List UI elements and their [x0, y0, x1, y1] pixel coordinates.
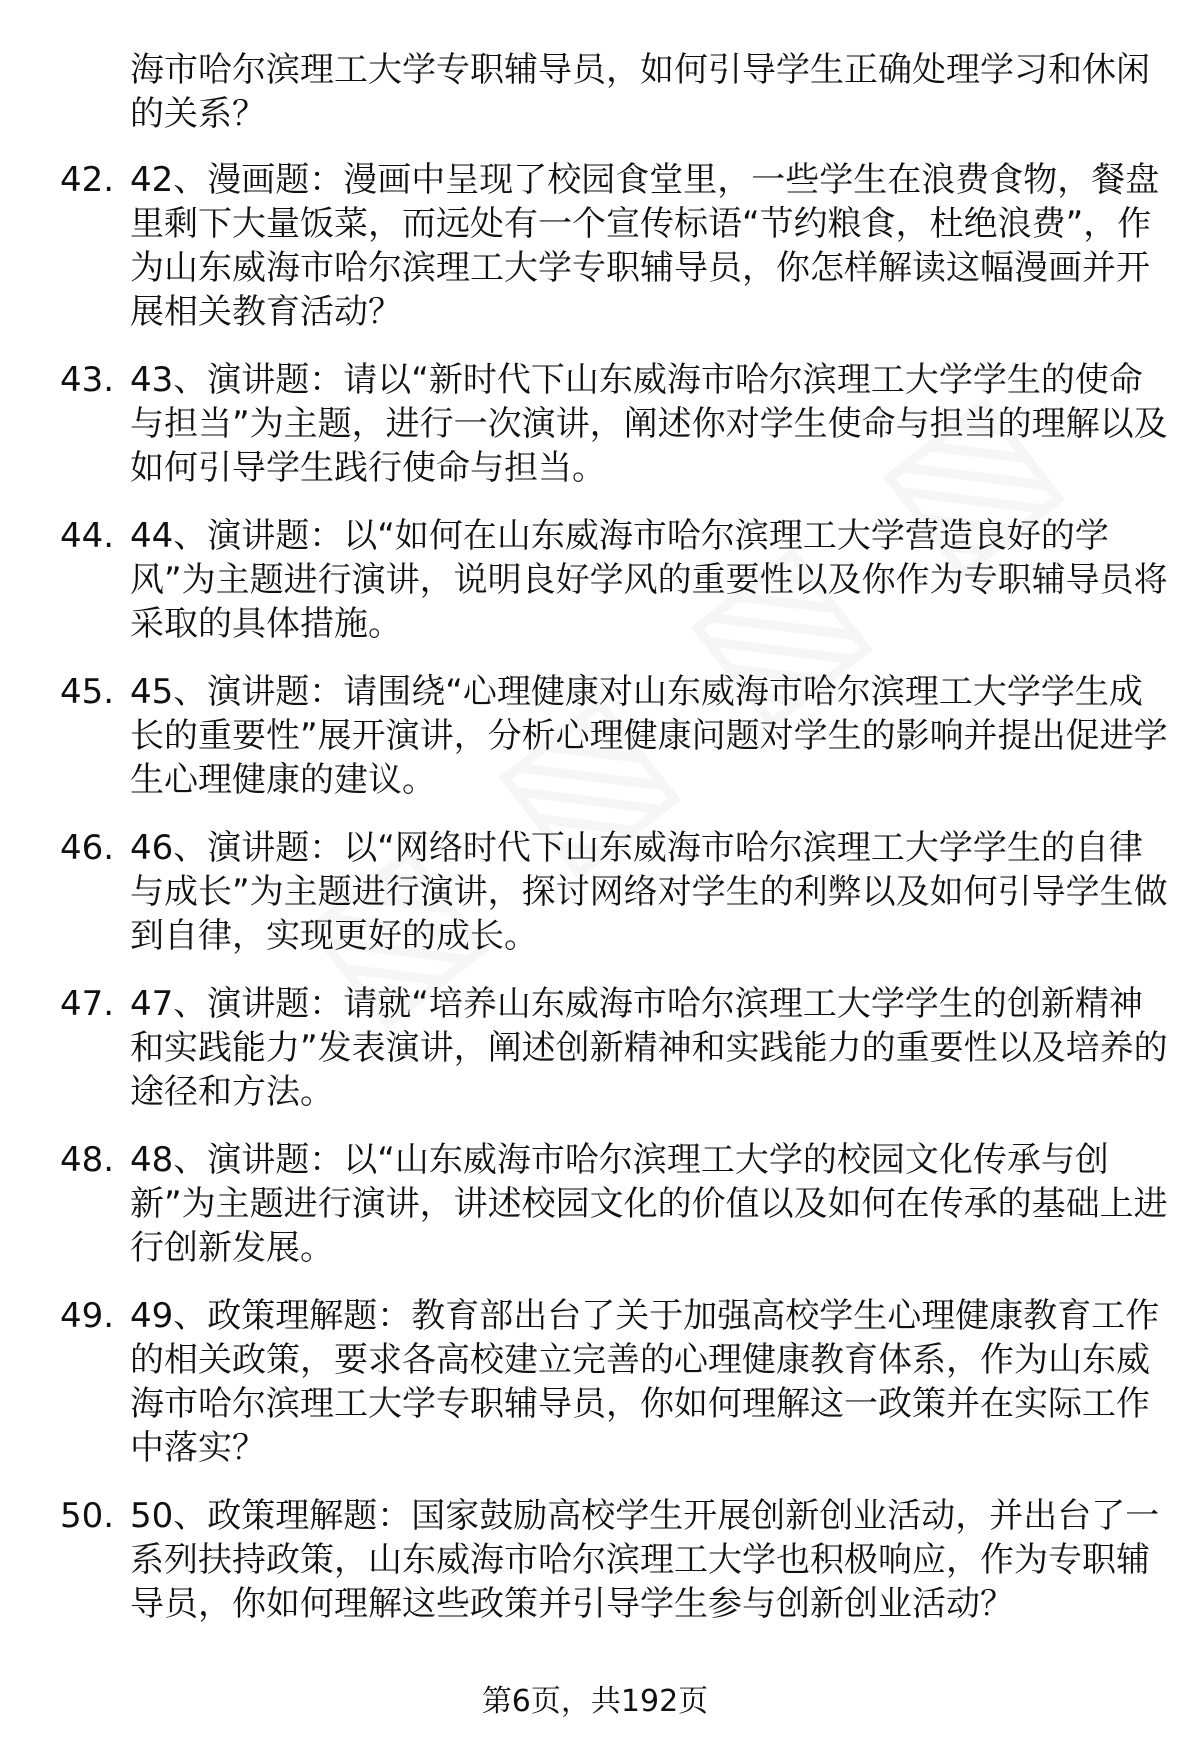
question-item	[60, 670, 1170, 802]
page-content	[60, 48, 1170, 1650]
question-item	[60, 158, 1170, 334]
question-text: 50、政策理解题：国家鼓励高校学生开展创新创业活动，并出台了一系列扶持政策，山东威海市哈尔滨理工大学也积极响应，作为专职辅导员，你如何理解这些政策并引导学生参与创新创业活动？	[130, 1496, 1160, 1624]
question-item	[60, 358, 1170, 490]
question-text: 47、演讲题：请就“培养山东威海市哈尔滨理工大学学生的创新精神和实践能力”发表演讲，阐述创新精神和实践能力的重要性以及培养的途径和方法。	[130, 984, 1168, 1112]
question-number: 48.	[60, 1140, 115, 1180]
question-number: 47.	[60, 984, 115, 1024]
question-text: 49、政策理解题：教育部出台了关于加强高校学生心理健康教育工作的相关政策，要求各高校建立完善的心理健康教育体系，作为山东威海市哈尔滨理工大学专职辅导员，你如何理解这一政策并在实际工作中落实？	[130, 1296, 1160, 1468]
question-number: 45.	[60, 672, 115, 712]
question-item	[60, 514, 1170, 646]
question-text: 42、漫画题：漫画中呈现了校园食堂里，一些学生在浪费食物，餐盘里剩下大量饭菜，而远处有一个宣传标语“节约粮食，杜绝浪费”，作为山东威海市哈尔滨理工大学专职辅导员，你怎样解读这幅漫画并开展相关教育活动？	[130, 160, 1160, 332]
continuation-text: 海市哈尔滨理工大学专职辅导员，如何引导学生正确处理学习和休闲的关系？	[130, 50, 1150, 134]
question-number: 46.	[60, 828, 115, 868]
question-text: 48、演讲题：以“山东威海市哈尔滨理工大学的校园文化传承与创新”为主题进行演讲，讲述校园文化的价值以及如何在传承的基础上进行创新发展。	[130, 1140, 1168, 1268]
question-text: 44、演讲题：以“如何在山东威海市哈尔滨理工大学营造良好的学风”为主题进行演讲，说明良好学风的重要性以及你作为专职辅导员将采取的具体措施。	[130, 516, 1168, 644]
question-number: 49.	[60, 1296, 115, 1336]
question-item	[60, 1138, 1170, 1270]
question-text: 43、演讲题：请以“新时代下山东威海市哈尔滨理工大学学生的使命与担当”为主题，进行一次演讲，阐述你对学生使命与担当的理解以及如何引导学生践行使命与担当。	[130, 360, 1168, 488]
question-number: 50.	[60, 1496, 115, 1536]
page-footer: 第6页，共192页	[481, 1684, 709, 1719]
question-number: 42.	[60, 160, 115, 200]
question-number: 43.	[60, 360, 115, 400]
question-item	[60, 982, 1170, 1114]
question-text: 46、演讲题：以“网络时代下山东威海市哈尔滨理工大学学生的自律与成长”为主题进行演讲，探讨网络对学生的利弊以及如何引导学生做到自律，实现更好的成长。	[130, 828, 1168, 956]
question-list	[60, 158, 1170, 1626]
question-number: 44.	[60, 516, 115, 556]
question-item	[60, 1294, 1170, 1470]
question-item	[60, 1494, 1170, 1626]
question-text: 45、演讲题：请围绕“心理健康对山东威海市哈尔滨理工大学学生成长的重要性”展开演讲，分析心理健康问题对学生的影响并提出促进学生心理健康的建议。	[130, 672, 1168, 800]
question-item	[60, 826, 1170, 958]
